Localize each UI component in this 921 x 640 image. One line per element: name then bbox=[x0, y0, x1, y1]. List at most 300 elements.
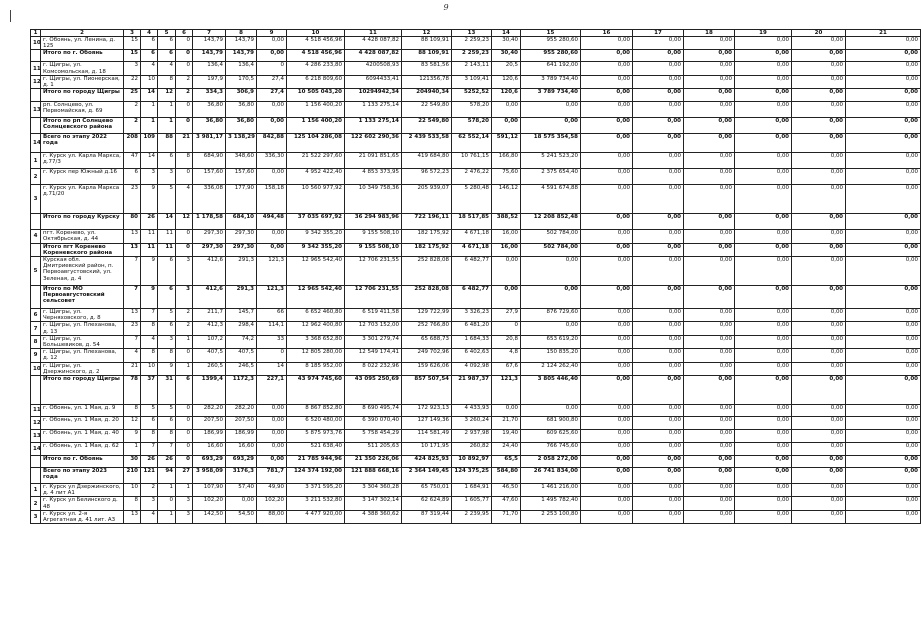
subtotal-row bbox=[31, 50, 921, 62]
value-cell: 23 bbox=[124, 185, 141, 214]
subtotal-row bbox=[31, 243, 921, 256]
address-cell: рп. Солнцево, ул. Первомайская, д. 69 bbox=[41, 102, 124, 118]
address-cell: г. Обоянь, ул. 1 Мая, д. 20 bbox=[41, 417, 124, 430]
value-cell: 0,00 bbox=[581, 37, 633, 50]
value-cell: 0,00 bbox=[846, 322, 921, 335]
value-cell: 157,60 bbox=[193, 169, 226, 185]
value-cell: 10 bbox=[124, 484, 141, 497]
value-cell: 0,00 bbox=[633, 169, 684, 185]
value-cell: 0,00 bbox=[492, 257, 521, 286]
address-cell: пгт. Коренево, ул. Октябрьская, д. 44 bbox=[41, 230, 124, 243]
value-cell: 494,48 bbox=[257, 214, 287, 230]
value-cell: 1 bbox=[158, 118, 176, 134]
table-row bbox=[31, 497, 921, 510]
value-cell: 0,00 bbox=[581, 362, 633, 375]
value-cell: 0,00 bbox=[735, 376, 792, 405]
value-cell: 78 bbox=[124, 376, 141, 405]
address-cell: г. Щигры, ул. Пионерская, д. 1 bbox=[41, 75, 124, 88]
value-cell: 114 581,49 bbox=[402, 430, 452, 443]
value-cell: 4 092,98 bbox=[452, 362, 492, 375]
value-cell: 0,00 bbox=[257, 405, 287, 417]
row-index-cell: 9 bbox=[31, 349, 41, 362]
column-number-cell: 8 bbox=[226, 30, 257, 37]
value-cell: 6 652 460,80 bbox=[287, 309, 345, 322]
value-cell: 502 784,00 bbox=[521, 243, 581, 256]
value-cell: 5 bbox=[141, 405, 158, 417]
table-row bbox=[31, 349, 921, 362]
value-cell: 67,6 bbox=[492, 362, 521, 375]
value-cell: 591,12 bbox=[492, 134, 521, 153]
value-cell: 0,00 bbox=[633, 89, 684, 102]
value-cell: 0,00 bbox=[792, 376, 846, 405]
value-cell: 4 428 087,82 bbox=[345, 50, 402, 62]
value-cell: 1 bbox=[176, 362, 193, 375]
column-number-cell: 14 bbox=[492, 30, 521, 37]
value-cell: 0,00 bbox=[792, 349, 846, 362]
value-cell: 0,00 bbox=[846, 153, 921, 169]
value-cell: 0,00 bbox=[581, 243, 633, 256]
value-cell: 249 702,96 bbox=[402, 349, 452, 362]
value-cell: 0,00 bbox=[684, 75, 735, 88]
binding-mark bbox=[10, 10, 11, 22]
value-cell: 9 bbox=[141, 286, 158, 309]
value-cell: 412,6 bbox=[193, 257, 226, 286]
row-index-cell: 13 bbox=[31, 102, 41, 118]
value-cell: 9 bbox=[141, 185, 158, 214]
value-cell: 1 605,77 bbox=[452, 497, 492, 510]
address-cell: Всего по этапу 2023 года bbox=[41, 468, 124, 484]
value-cell: 11 bbox=[141, 243, 158, 256]
value-cell: 9 bbox=[158, 362, 176, 375]
value-cell: 88 109,91 bbox=[402, 37, 452, 50]
value-cell: 0,00 bbox=[633, 75, 684, 88]
value-cell: 124 374 192,00 bbox=[287, 468, 345, 484]
value-cell: 0,00 bbox=[581, 443, 633, 456]
value-cell: 0,00 bbox=[846, 286, 921, 309]
value-cell: 0,00 bbox=[684, 169, 735, 185]
value-cell: 334,3 bbox=[193, 89, 226, 102]
value-cell: 0,00 bbox=[581, 430, 633, 443]
value-cell: 7 bbox=[124, 335, 141, 348]
value-cell: 578,20 bbox=[452, 102, 492, 118]
value-cell: 0,00 bbox=[581, 322, 633, 335]
value-cell: 6 218 809,60 bbox=[287, 75, 345, 88]
value-cell: 6 bbox=[158, 286, 176, 309]
value-cell: 21,70 bbox=[492, 417, 521, 430]
value-cell: 0,00 bbox=[581, 417, 633, 430]
value-cell: 3 301 279,74 bbox=[345, 335, 402, 348]
value-cell: 609 625,60 bbox=[521, 430, 581, 443]
value-cell: 0,00 bbox=[846, 417, 921, 430]
value-cell: 6 bbox=[158, 37, 176, 50]
table-row bbox=[31, 405, 921, 417]
value-cell: 0,00 bbox=[846, 468, 921, 484]
value-cell: 0,00 bbox=[792, 50, 846, 62]
value-cell: 2 bbox=[141, 484, 158, 497]
value-cell: 842,88 bbox=[257, 134, 287, 153]
address-cell: Итого по МО Первоавгустовский сельсовет bbox=[41, 286, 124, 309]
value-cell: 684,10 bbox=[226, 214, 257, 230]
value-cell: 0,00 bbox=[735, 89, 792, 102]
value-cell: 0,00 bbox=[846, 102, 921, 118]
value-cell: 0,00 bbox=[735, 335, 792, 348]
table-row bbox=[31, 62, 921, 75]
value-cell: 0,00 bbox=[846, 405, 921, 417]
value-cell: 2 bbox=[176, 89, 193, 102]
value-cell: 4 671,18 bbox=[452, 243, 492, 256]
value-cell: 27,4 bbox=[257, 75, 287, 88]
value-cell: 3 bbox=[141, 169, 158, 185]
value-cell: 0,00 bbox=[846, 430, 921, 443]
value-cell: 177,90 bbox=[226, 185, 257, 214]
column-number-cell: 19 bbox=[735, 30, 792, 37]
value-cell: 252 766,80 bbox=[402, 322, 452, 335]
value-cell: 0,00 bbox=[846, 484, 921, 497]
value-cell: 3 211 532,80 bbox=[287, 497, 345, 510]
subtotal-row bbox=[31, 468, 921, 484]
subtotal-row bbox=[31, 456, 921, 468]
value-cell: 0,00 bbox=[257, 243, 287, 256]
value-cell: 30,40 bbox=[492, 37, 521, 50]
value-cell: 22 549,80 bbox=[402, 102, 452, 118]
value-cell: 47 bbox=[124, 153, 141, 169]
value-cell: 0,00 bbox=[792, 362, 846, 375]
value-cell: 584,80 bbox=[492, 468, 521, 484]
row-index-cell bbox=[31, 468, 41, 484]
value-cell: 8 bbox=[158, 75, 176, 88]
value-cell: 0 bbox=[176, 230, 193, 243]
table-row bbox=[31, 185, 921, 214]
value-cell: 0,00 bbox=[633, 153, 684, 169]
value-cell: 0 bbox=[257, 62, 287, 75]
value-cell: 121 bbox=[141, 468, 158, 484]
value-cell: 1 bbox=[176, 484, 193, 497]
value-cell: 1 bbox=[176, 335, 193, 348]
value-cell: 8 bbox=[158, 349, 176, 362]
value-cell: 0,00 bbox=[792, 118, 846, 134]
address-cell: Итого по городу Щигры bbox=[41, 89, 124, 102]
value-cell: 75,60 bbox=[492, 169, 521, 185]
value-cell: 0,00 bbox=[846, 497, 921, 510]
value-cell: 8 690 495,74 bbox=[345, 405, 402, 417]
value-cell: 27,9 bbox=[492, 309, 521, 322]
value-cell: 172 923,13 bbox=[402, 405, 452, 417]
address-cell: г. Щигры, ул. Дзержинского, д. 2 bbox=[41, 362, 124, 375]
value-cell: 0,00 bbox=[633, 50, 684, 62]
value-cell: 7 bbox=[124, 257, 141, 286]
value-cell: 0,00 bbox=[581, 134, 633, 153]
value-cell: 3 981,17 bbox=[193, 134, 226, 153]
row-index-cell bbox=[31, 50, 41, 62]
value-cell: 0,00 bbox=[735, 417, 792, 430]
value-cell: 197,9 bbox=[193, 75, 226, 88]
value-cell: 6 520 480,00 bbox=[287, 417, 345, 430]
value-cell: 30,40 bbox=[492, 50, 521, 62]
value-cell: 3 bbox=[176, 510, 193, 523]
value-cell: 2 124 262,40 bbox=[521, 362, 581, 375]
value-cell: 0,00 bbox=[257, 102, 287, 118]
value-cell: 0,00 bbox=[581, 510, 633, 523]
value-cell: 146,12 bbox=[492, 185, 521, 214]
value-cell: 37 bbox=[141, 376, 158, 405]
value-cell: 0,00 bbox=[633, 257, 684, 286]
value-cell: 0 bbox=[176, 405, 193, 417]
column-number-cell: 15 bbox=[521, 30, 581, 37]
value-cell: 0,00 bbox=[257, 169, 287, 185]
address-cell: г. Курск ул. 2-я Агрегатная д. 41 лит. А3 bbox=[41, 510, 124, 523]
value-cell: 20,8 bbox=[492, 335, 521, 348]
value-cell: 0,00 bbox=[581, 62, 633, 75]
value-cell: 6 bbox=[141, 417, 158, 430]
value-cell: 65,5 bbox=[492, 456, 521, 468]
value-cell: 4 bbox=[141, 335, 158, 348]
table-body bbox=[31, 30, 921, 524]
value-cell: 3 368 652,80 bbox=[287, 335, 345, 348]
value-cell: 0,00 bbox=[492, 118, 521, 134]
value-cell: 578,20 bbox=[452, 118, 492, 134]
table-row bbox=[31, 257, 921, 286]
table-row bbox=[31, 510, 921, 523]
value-cell: 2 364 149,45 bbox=[402, 468, 452, 484]
value-cell: 0,00 bbox=[735, 185, 792, 214]
value-cell: 0,00 bbox=[226, 497, 257, 510]
value-cell: 4 433,93 bbox=[452, 405, 492, 417]
value-cell: 0,00 bbox=[581, 169, 633, 185]
value-cell: 143,79 bbox=[226, 50, 257, 62]
value-cell: 102,20 bbox=[193, 497, 226, 510]
value-cell: 210 bbox=[124, 468, 141, 484]
value-cell: 0,00 bbox=[581, 89, 633, 102]
value-cell: 3 bbox=[141, 497, 158, 510]
value-cell: 0,00 bbox=[633, 405, 684, 417]
value-cell: 0,00 bbox=[684, 153, 735, 169]
value-cell: 0,00 bbox=[846, 510, 921, 523]
value-cell: 0,00 bbox=[792, 484, 846, 497]
value-cell: 18 575 354,58 bbox=[521, 134, 581, 153]
value-cell: 83 581,56 bbox=[402, 62, 452, 75]
value-cell: 0,00 bbox=[846, 376, 921, 405]
row-index-cell: 2 bbox=[31, 169, 41, 185]
value-cell: 3 326,23 bbox=[452, 309, 492, 322]
row-index-cell: 14 bbox=[31, 443, 41, 456]
value-cell: 2 143,11 bbox=[452, 62, 492, 75]
address-cell: г. Курск ул Белинского д. 48 bbox=[41, 497, 124, 510]
value-cell: 1 133 275,14 bbox=[345, 102, 402, 118]
value-cell: 0,00 bbox=[684, 510, 735, 523]
value-cell: 6 390 070,40 bbox=[345, 417, 402, 430]
value-cell: 94 bbox=[158, 468, 176, 484]
column-number-cell: 5 bbox=[158, 30, 176, 37]
value-cell: 0,00 bbox=[735, 349, 792, 362]
value-cell: 0,00 bbox=[581, 309, 633, 322]
value-cell: 16,60 bbox=[193, 443, 226, 456]
value-cell: 71,70 bbox=[492, 510, 521, 523]
value-cell: 1 bbox=[141, 118, 158, 134]
value-cell: 0,00 bbox=[633, 243, 684, 256]
value-cell: 0,00 bbox=[581, 405, 633, 417]
value-cell: 0,00 bbox=[846, 50, 921, 62]
value-cell: 36,80 bbox=[226, 102, 257, 118]
value-cell: 0,00 bbox=[846, 118, 921, 134]
value-cell: 7 bbox=[124, 286, 141, 309]
value-cell: 1 156 400,20 bbox=[287, 118, 345, 134]
value-cell: 145,7 bbox=[226, 309, 257, 322]
value-cell: 121,3 bbox=[492, 376, 521, 405]
value-cell: 1 bbox=[158, 102, 176, 118]
value-cell: 11 bbox=[158, 243, 176, 256]
value-cell: 0,00 bbox=[633, 468, 684, 484]
row-index-cell: 1 bbox=[31, 484, 41, 497]
value-cell: 3 371 595,20 bbox=[287, 484, 345, 497]
value-cell: 0,00 bbox=[581, 484, 633, 497]
value-cell: 781,7 bbox=[257, 468, 287, 484]
table-row bbox=[31, 430, 921, 443]
value-cell: 3 bbox=[124, 62, 141, 75]
value-cell: 297,30 bbox=[193, 243, 226, 256]
column-number-cell: 7 bbox=[193, 30, 226, 37]
value-cell: 5 bbox=[158, 185, 176, 214]
subtotal-row bbox=[31, 89, 921, 102]
value-cell: 2 058 272,00 bbox=[521, 456, 581, 468]
value-cell: 0,00 bbox=[792, 37, 846, 50]
value-cell: 6 bbox=[141, 37, 158, 50]
value-cell: 0,00 bbox=[257, 230, 287, 243]
address-cell: Итого по городу Курску bbox=[41, 214, 124, 230]
value-cell: 3 304 360,28 bbox=[345, 484, 402, 497]
value-cell: 170,5 bbox=[226, 75, 257, 88]
value-cell: 3 789 734,40 bbox=[521, 89, 581, 102]
value-cell: 653 619,20 bbox=[521, 335, 581, 348]
value-cell: 49,90 bbox=[257, 484, 287, 497]
value-cell: 3 138,29 bbox=[226, 134, 257, 153]
table-row bbox=[31, 169, 921, 185]
value-cell: 0,00 bbox=[735, 75, 792, 88]
value-cell: 0,00 bbox=[633, 443, 684, 456]
report-table-wrapper bbox=[30, 29, 918, 524]
value-cell: 0,00 bbox=[735, 309, 792, 322]
value-cell: 143,79 bbox=[226, 37, 257, 50]
value-cell: 2 375 654,40 bbox=[521, 169, 581, 185]
table-row bbox=[31, 309, 921, 322]
value-cell: 511 205,63 bbox=[345, 443, 402, 456]
value-cell: 114,1 bbox=[257, 322, 287, 335]
value-cell: 0,00 bbox=[492, 286, 521, 309]
value-cell: 12 703 152,00 bbox=[345, 322, 402, 335]
value-cell: 521 638,40 bbox=[287, 443, 345, 456]
value-cell: 6 bbox=[158, 153, 176, 169]
column-number-cell: 18 bbox=[684, 30, 735, 37]
value-cell: 26 bbox=[141, 456, 158, 468]
value-cell: 37 035 697,92 bbox=[287, 214, 345, 230]
value-cell: 121,3 bbox=[257, 257, 287, 286]
value-cell: 10 bbox=[141, 75, 158, 88]
value-cell: 641 192,00 bbox=[521, 62, 581, 75]
value-cell: 4 952 422,40 bbox=[287, 169, 345, 185]
value-cell: 0,00 bbox=[633, 214, 684, 230]
value-cell: 143,79 bbox=[193, 50, 226, 62]
value-cell: 857 507,54 bbox=[402, 376, 452, 405]
value-cell: 0,00 bbox=[581, 376, 633, 405]
value-cell: 955 280,60 bbox=[521, 50, 581, 62]
row-index-cell: 4 bbox=[31, 230, 41, 243]
value-cell: 4,8 bbox=[492, 349, 521, 362]
value-cell: 8 867 852,80 bbox=[287, 405, 345, 417]
value-cell: 6 519 411,58 bbox=[345, 309, 402, 322]
value-cell: 107,90 bbox=[193, 484, 226, 497]
value-cell: 0,00 bbox=[735, 362, 792, 375]
value-cell: 0,00 bbox=[633, 484, 684, 497]
value-cell: 8 022 232,96 bbox=[345, 362, 402, 375]
value-cell: 10 171,95 bbox=[402, 443, 452, 456]
value-cell: 3 bbox=[176, 257, 193, 286]
subtotal-row bbox=[31, 376, 921, 405]
value-cell: 8 bbox=[124, 405, 141, 417]
value-cell: 0,00 bbox=[735, 243, 792, 256]
value-cell: 0,00 bbox=[792, 153, 846, 169]
value-cell: 6 bbox=[141, 50, 158, 62]
value-cell: 4 bbox=[141, 62, 158, 75]
value-cell: 0 bbox=[176, 50, 193, 62]
value-cell: 0,00 bbox=[684, 349, 735, 362]
value-cell: 0,00 bbox=[521, 286, 581, 309]
value-cell: 0,00 bbox=[581, 468, 633, 484]
value-cell: 291,3 bbox=[226, 257, 257, 286]
value-cell: 0 bbox=[176, 456, 193, 468]
table-row bbox=[31, 75, 921, 88]
value-cell: 0,00 bbox=[521, 118, 581, 134]
value-cell: 297,30 bbox=[226, 230, 257, 243]
value-cell: 0 bbox=[492, 322, 521, 335]
value-cell: 12 706 231,55 bbox=[345, 257, 402, 286]
row-index-cell: 10 bbox=[31, 37, 41, 50]
value-cell: 0,00 bbox=[735, 118, 792, 134]
value-cell: 0 bbox=[158, 497, 176, 510]
value-cell: 0,00 bbox=[257, 50, 287, 62]
value-cell: 27,4 bbox=[257, 89, 287, 102]
value-cell: 0,00 bbox=[735, 497, 792, 510]
value-cell: 9 bbox=[141, 257, 158, 286]
value-cell: 297,30 bbox=[193, 230, 226, 243]
value-cell: 0,00 bbox=[633, 349, 684, 362]
value-cell: 16,00 bbox=[492, 230, 521, 243]
value-cell: 4 bbox=[176, 185, 193, 214]
value-cell: 8 bbox=[124, 497, 141, 510]
value-cell: 0,00 bbox=[846, 349, 921, 362]
value-cell: 0 bbox=[176, 430, 193, 443]
value-cell: 0,00 bbox=[633, 309, 684, 322]
value-cell: 11 bbox=[158, 230, 176, 243]
value-cell: 124 375,25 bbox=[452, 468, 492, 484]
value-cell: 0,00 bbox=[792, 405, 846, 417]
value-cell: 0,00 bbox=[735, 102, 792, 118]
row-index-cell: 2 bbox=[31, 497, 41, 510]
value-cell: 0,00 bbox=[633, 430, 684, 443]
value-cell: 121,3 bbox=[257, 286, 287, 309]
value-cell: 0,00 bbox=[735, 443, 792, 456]
value-cell: 88 109,91 bbox=[402, 50, 452, 62]
value-cell: 0,00 bbox=[684, 185, 735, 214]
value-cell: 0 bbox=[176, 417, 193, 430]
value-cell: 252 828,08 bbox=[402, 257, 452, 286]
value-cell: 0,00 bbox=[684, 484, 735, 497]
value-cell: 0,00 bbox=[735, 286, 792, 309]
row-index-cell: 3 bbox=[31, 185, 41, 214]
value-cell: 3 147 302,14 bbox=[345, 497, 402, 510]
value-cell: 4 428 087,82 bbox=[345, 37, 402, 50]
value-cell: 21 bbox=[176, 134, 193, 153]
value-cell: 10 892,97 bbox=[452, 456, 492, 468]
page-number: 9 bbox=[443, 3, 449, 12]
